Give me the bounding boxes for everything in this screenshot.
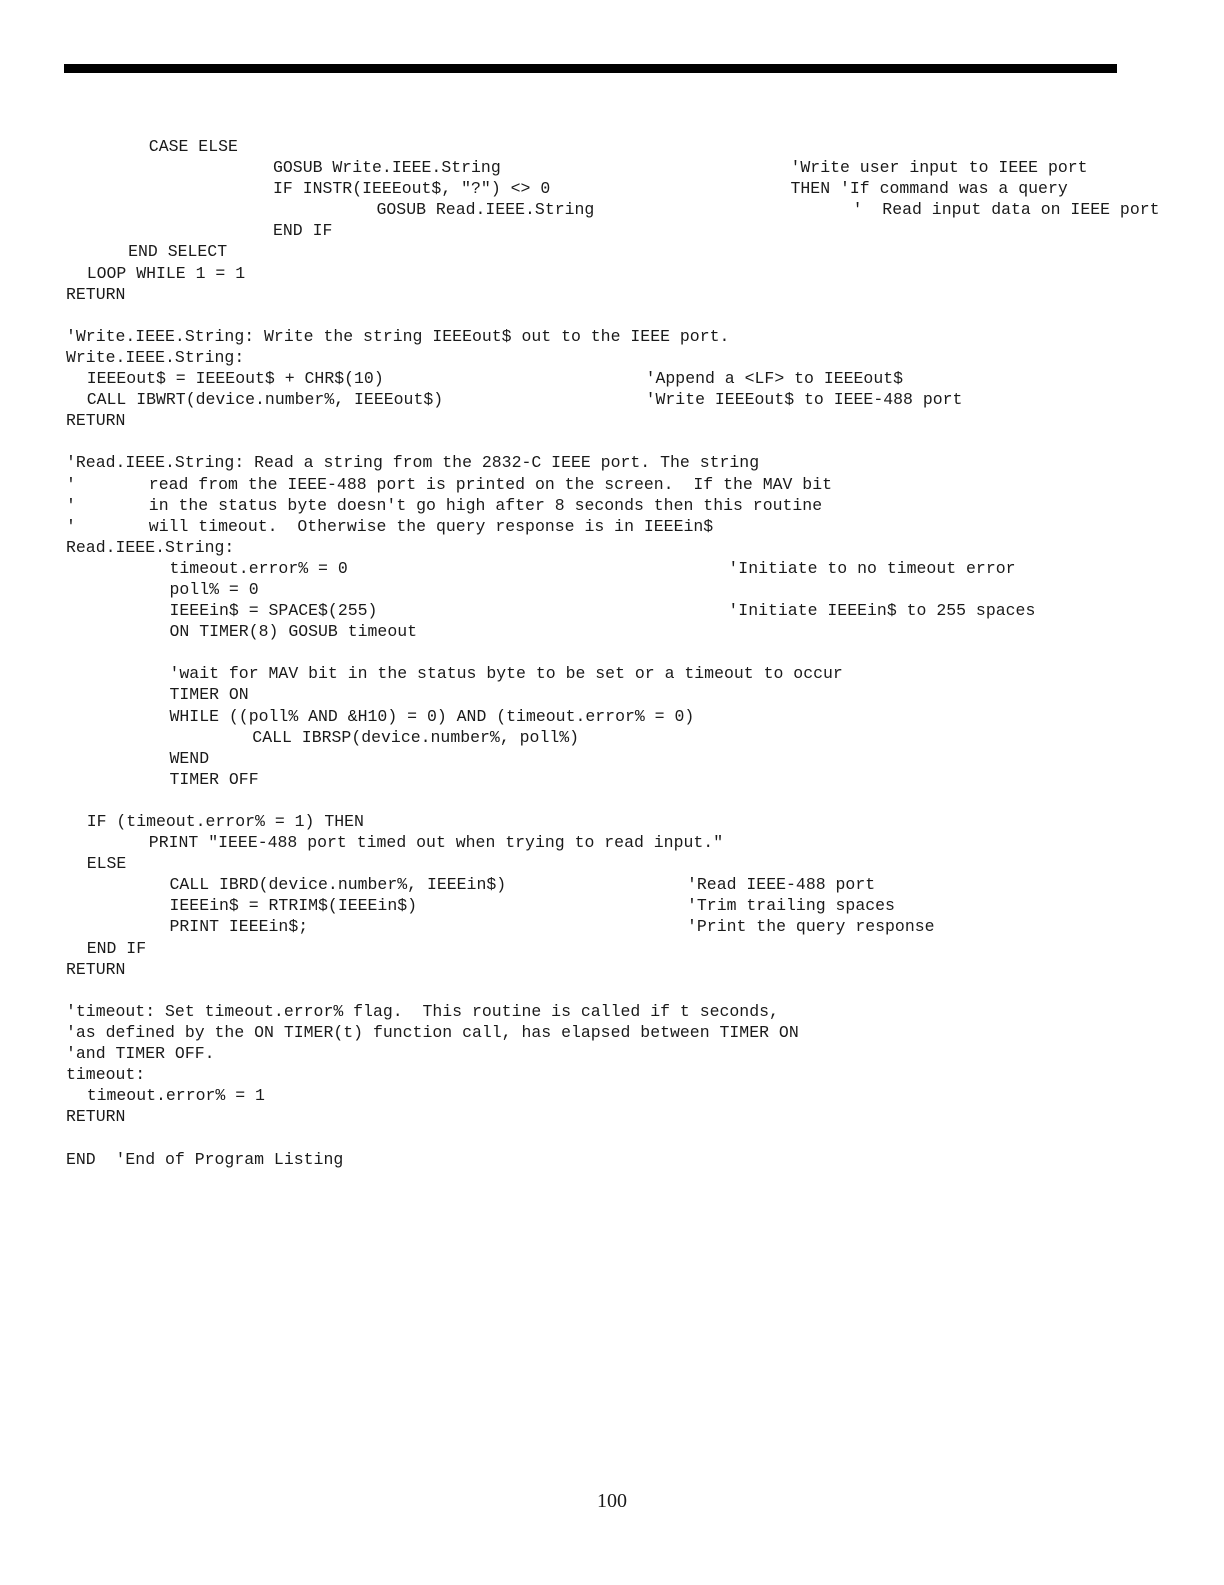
- code-text: END IF: [273, 221, 333, 241]
- code-comment: 'Write user input to IEEE port: [790, 158, 1088, 178]
- code-text: END 'End of Program Listing: [66, 1149, 344, 1169]
- code-text: PRINT "IEEE-488 port timed out when trying to read input.": [148, 833, 724, 853]
- code-text: CALL IBRSP(device.number%, poll%): [252, 727, 580, 747]
- code-text: RETURN: [66, 284, 126, 304]
- code-text: 'as defined by the ON TIMER(t) function call, has elapsed between TIMER ON: [66, 1022, 799, 1042]
- code-comment: 'Initiate to no timeout error: [728, 558, 1016, 578]
- page-number: 100: [597, 1490, 627, 1512]
- code-text: CALL IBRD(device.number%, IEEEin$): [169, 875, 507, 895]
- code-comment: 'Append a <LF> to IEEEout$: [645, 369, 904, 389]
- code-text: WEND: [169, 748, 210, 768]
- code-text: 'Read.IEEE.String: Read a string from the 2832-C IEEE port. The string: [66, 453, 760, 473]
- code-text: GOSUB Write.IEEE.String: [273, 158, 501, 178]
- code-comment: 'Initiate IEEEin$ to 255 spaces: [728, 601, 1036, 621]
- code-comment: 'Write IEEEout$ to IEEE-488 port: [645, 390, 963, 410]
- code-text: Read.IEEE.String:: [66, 537, 235, 557]
- code-text: ': [66, 495, 76, 515]
- code-text: RETURN: [66, 411, 126, 431]
- code-text: ': [66, 516, 76, 536]
- code-text: IEEEin$ = SPACE$(255): [169, 601, 378, 621]
- code-comment: ' Read input data on IEEE port: [852, 200, 1160, 220]
- code-text: IEEEin$ = RTRIM$(IEEEin$): [169, 896, 418, 916]
- code-text: RETURN: [66, 1107, 126, 1127]
- code-comment: 'Read IEEE-488 port: [687, 875, 876, 895]
- code-text: Write.IEEE.String:: [66, 347, 245, 367]
- code-text: 'Write.IEEE.String: Write the string IEEEout$ out to the IEEE port.: [66, 326, 730, 346]
- code-comment: in the status byte doesn't go high after 8 seconds then this routine: [148, 495, 823, 515]
- code-comment: will timeout. Otherwise the query response is in IEEEin$: [148, 516, 714, 536]
- code-text: 'and TIMER OFF.: [66, 1044, 215, 1064]
- code-text: TIMER OFF: [169, 769, 259, 789]
- top-rule: [64, 64, 1117, 73]
- code-text: IF INSTR(IEEEout$, "?") <> 0: [273, 179, 551, 199]
- code-text: PRINT IEEEin$;: [169, 917, 309, 937]
- code-text: 'wait for MAV bit in the status byte to be set or a timeout to occur: [169, 664, 843, 684]
- code-text: WHILE ((poll% AND &H10) = 0) AND (timeout.error% = 0): [169, 706, 695, 726]
- code-text: timeout:: [66, 1065, 146, 1085]
- code-text: CALL IBWRT(device.number%, IEEEout$): [86, 390, 444, 410]
- code-text: ': [66, 474, 76, 494]
- code-text: CASE ELSE: [148, 137, 238, 156]
- code-text: TIMER ON: [169, 685, 249, 705]
- code-text: 'timeout: Set timeout.error% flag. This routine is called if t seconds,: [66, 1001, 779, 1021]
- code-text: timeout.error% = 1: [86, 1086, 265, 1106]
- code-text: ELSE: [86, 854, 127, 874]
- code-text: GOSUB Read.IEEE.String: [376, 200, 595, 220]
- code-comment: 'Print the query response: [687, 917, 935, 937]
- code-text: IEEEout$ = IEEEout$ + CHR$(10): [86, 369, 384, 389]
- code-text: END SELECT: [128, 242, 228, 262]
- code-text: ON TIMER(8) GOSUB timeout: [169, 622, 418, 642]
- code-text: RETURN: [66, 959, 126, 979]
- code-text: END IF: [86, 938, 147, 958]
- code-comment: THEN 'If command was a query: [790, 179, 1068, 199]
- code-text: poll% = 0: [169, 579, 259, 599]
- code-text: LOOP WHILE 1 = 1: [86, 263, 246, 283]
- code-comment: read from the IEEE-488 port is printed on the screen. If the MAV bit: [148, 474, 833, 494]
- code-text: timeout.error% = 0: [169, 558, 348, 578]
- code-text: IF (timeout.error% = 1) THEN: [86, 812, 364, 831]
- code-comment: 'Trim trailing spaces: [687, 896, 895, 916]
